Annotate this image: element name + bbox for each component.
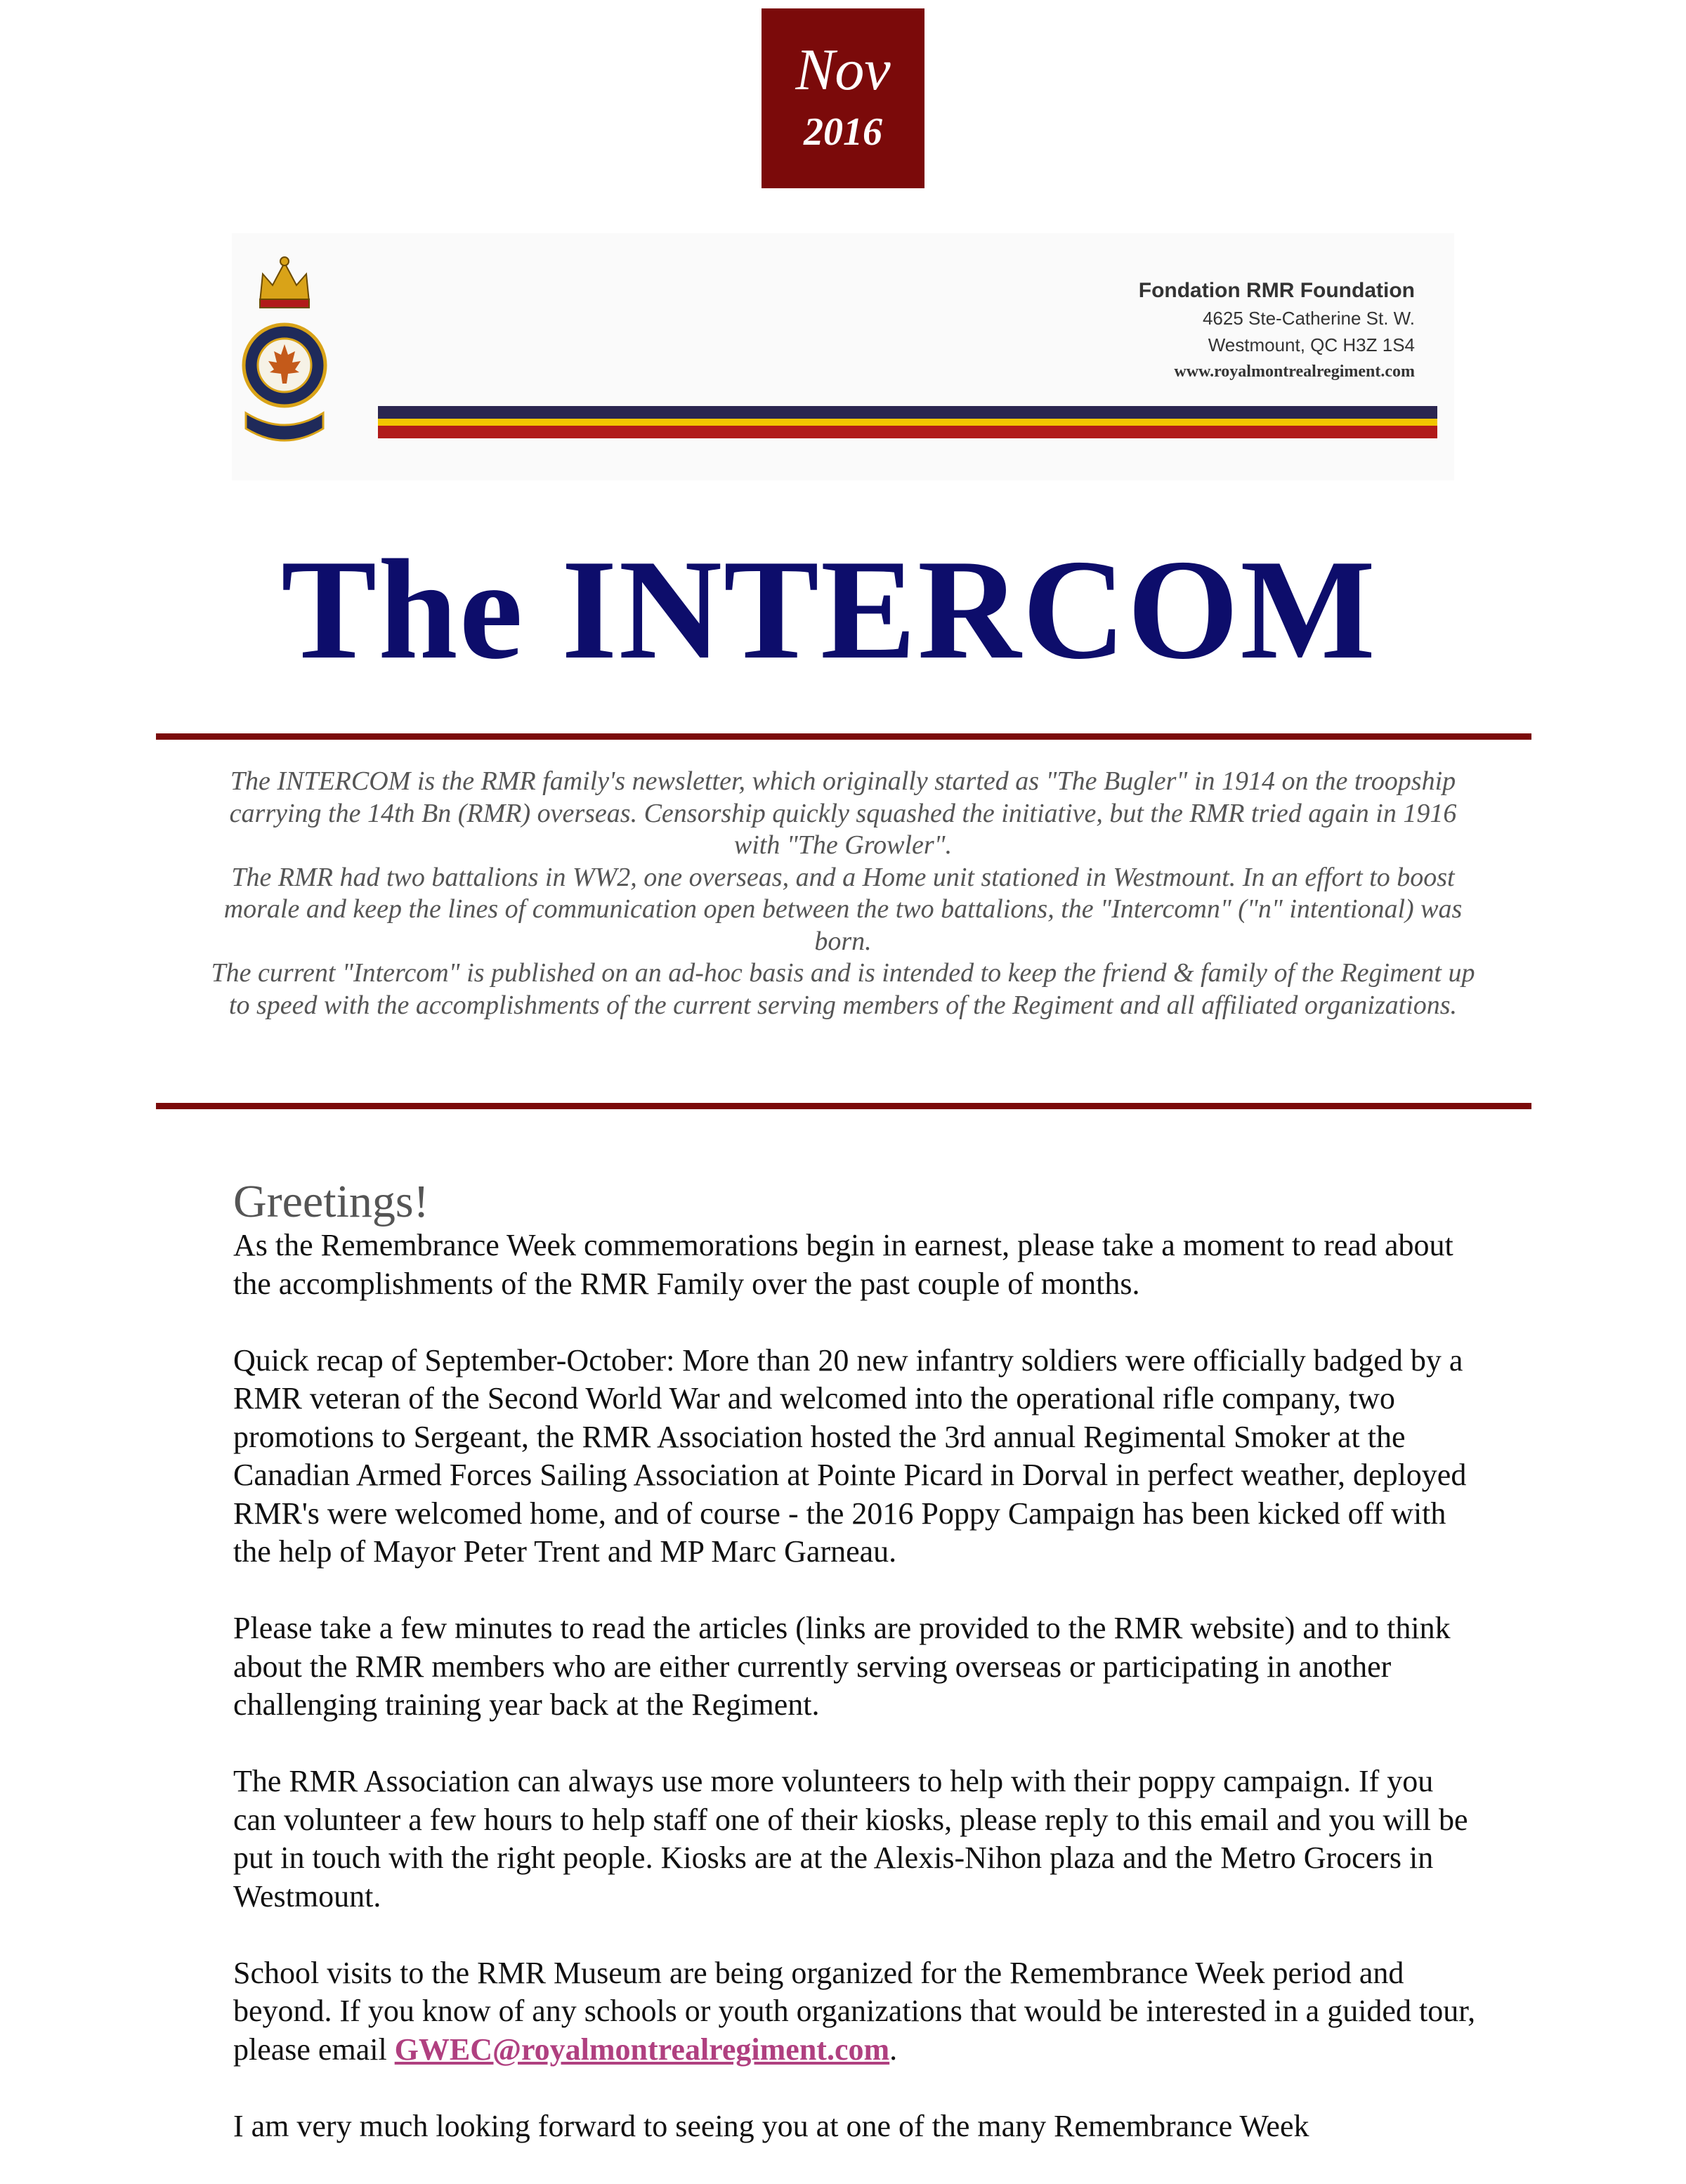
intro-paragraph: The RMR had two battalions in WW2, one overseas, and a Home unit stationed in Westmount. In an effort to boost morale and keep the lines of communication open between the two battalions, the "Intercomn" ("n" intentional) was born. [223, 862, 1463, 956]
date-month: Nov [795, 37, 891, 103]
address-line-1: 4625 Ste-Catherine St. W. [1202, 308, 1415, 329]
letterhead [232, 233, 1454, 480]
divider-top [156, 733, 1531, 740]
newsletter-title: The INTERCOM [281, 530, 1377, 689]
body-text: . [889, 2032, 898, 2067]
date-year: 2016 [804, 110, 882, 154]
stripe-gold [378, 419, 1437, 426]
stripe-navy [378, 406, 1437, 419]
body-paragraph: I am very much looking forward to seeing you at one of the many Remembrance Week [233, 2108, 1309, 2143]
foundation-website: www.royalmontrealregiment.com [1174, 362, 1415, 381]
newsletter-body [233, 1176, 1484, 2184]
intro-blurb [211, 766, 1475, 1021]
intro-paragraph: The current "Intercom" is published on an ad-hoc basis and is intended to keep the friend & family of the Regiment up to speed with the accomplishments of the current serving members of the Regiment and all affiliated organizations. [211, 958, 1475, 1020]
stripe-red [378, 426, 1437, 438]
intro-paragraph: The INTERCOM is the RMR family's newsletter, which originally started as "The Bugler" in 1914 on the troopship carrying the 14th Bn (RMR) overseas. Censorship quickly squashed the initiative, but the RMR tried again in 1916 with "The Growler". [229, 766, 1457, 860]
divider-bottom [156, 1103, 1531, 1109]
regimental-color-stripes [378, 406, 1437, 438]
regimental-crest-logo [239, 253, 330, 457]
body-paragraph: Quick recap of September-October: More than 20 new infantry soldiers were officially badged by a RMR veteran of the Second World War and welcomed into the operational rifle company, two promotions to Sergeant, the RMR Association hosted the 3rd annual Regimental Smoker at the Canadian Armed Forces Sailing Association at Pointe Picard in Dorval in perfect weather, deployed RMR's were welcomed home, and of course - the 2016 Poppy Campaign has been kicked off with the help of Mayor Peter Trent and MP Marc Garneau. [233, 1342, 1467, 1569]
date-badge [762, 8, 924, 188]
email-link[interactable]: GWEC@royalmontrealregiment.com [394, 2032, 890, 2067]
foundation-address-block [1139, 277, 1415, 385]
body-paragraph: The RMR Association can always use more volunteers to help with their poppy campaign. If you can volunteer a few hours to help staff one of their kiosks, please reply to this email and you will be put in touch with the right people. Kiosks are at the Alexis-Nihon plaza and the Metro Grocers in Westmount. [233, 1764, 1468, 1914]
body-paragraph: Please take a few minutes to read the articles (links are provided to the RMR website) and to think about the RMR members who are either currently serving overseas or participating in another challenging training year back at the Regiment. [233, 1611, 1451, 1722]
foundation-name: Fondation RMR Foundation [1138, 279, 1415, 302]
body-paragraph: As the Remembrance Week commemorations begin in earnest, please take a moment to read about the accomplishments of the RMR Family over the past couple of months. [233, 1228, 1453, 1301]
body-paragraph [233, 1954, 1484, 2069]
greeting-heading: Greetings! [233, 1176, 429, 1227]
address-line-2: Westmount, QC H3Z 1S4 [1208, 334, 1415, 355]
body-text: School visits to the RMR Museum are being organized for the Remembrance Week period and beyond. If you know of any schools or youth organizations that would be interested in a guided tour, please email [233, 1955, 1476, 2067]
